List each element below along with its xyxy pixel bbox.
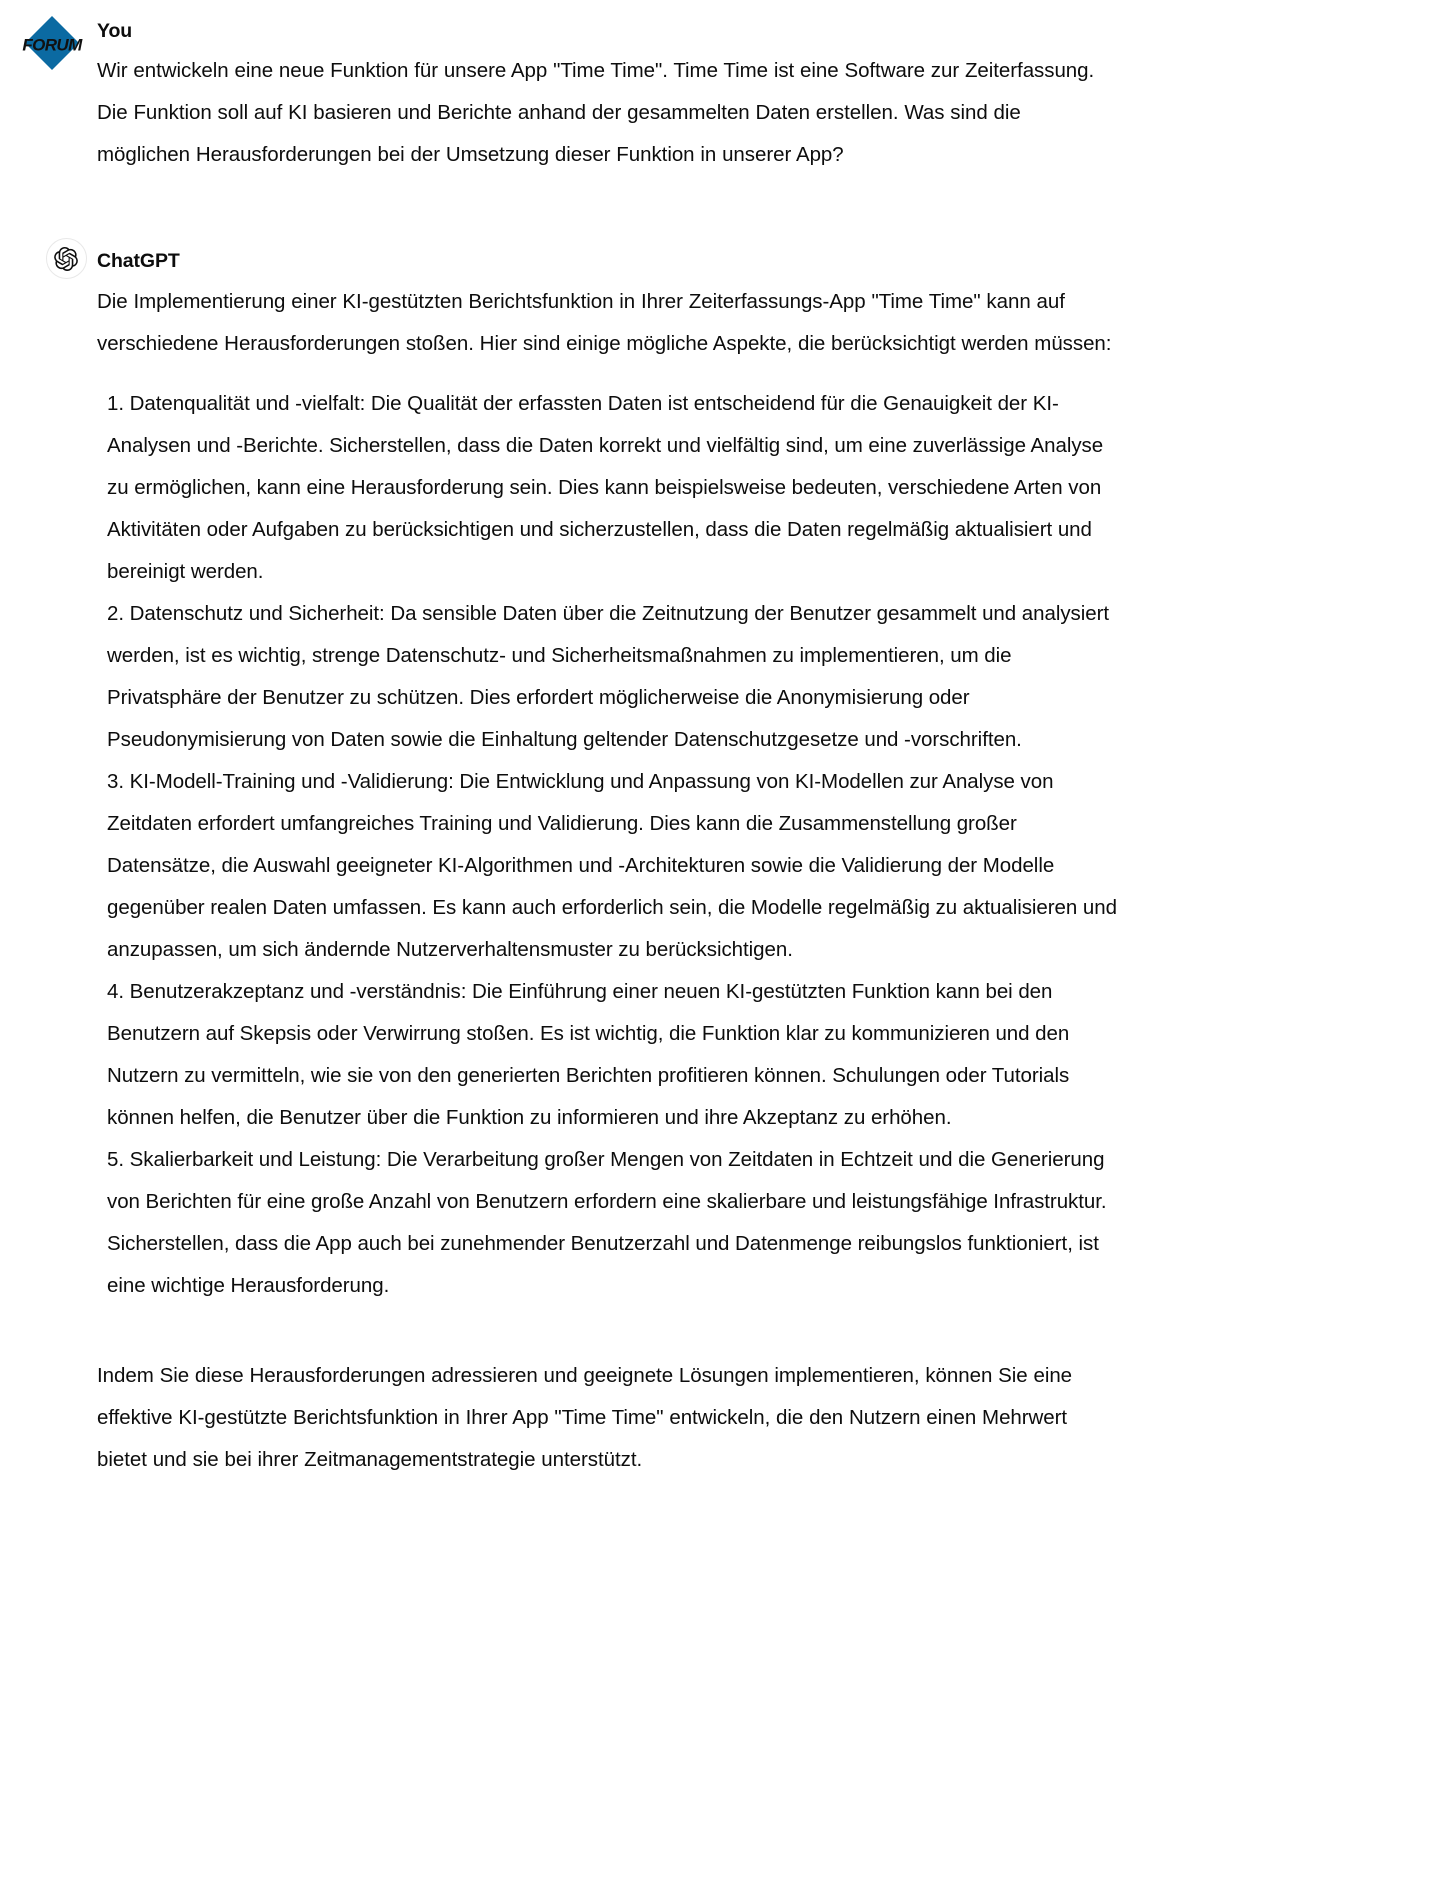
user-speaker-label: You [97, 20, 133, 42]
svg-text:FORUM: FORUM [22, 35, 82, 55]
list-item: 5. Skalierbarkeit und Leistung: Die Verarbeitung großer Mengen von Zeitdaten in Echtzeit und die Generierung von Berichten für eine große Anzahl von Benutzern erfordern eine skalierbare und leistungsfähige Infrastruktur. Sicherstellen, dass die App auch bei zunehmender Benutzerzahl und Datenmenge reibungslos funktioniert, ist eine wichtige Herausforderung. [107, 1147, 1107, 1297]
list-item: 2. Datenschutz und Sicherheit: Da sensible Daten über die Zeitnutzung der Benutzer gesammelt und analysiert werden, ist es wichtig, strenge Datenschutz- und Sicherheitsmaßnahmen zu implementieren, um die Privatsphäre der Benutzer zu schützen. Dies erfordert möglicherweise die Anonymisierung oder Pseudonymisierung von Daten sowie die Einhaltung geltender Datenschutzgesetze und -vorschriften. [107, 601, 1110, 751]
openai-logo-icon [46, 238, 87, 279]
user-message-body [97, 18, 1117, 176]
forum-diamond-logo-icon [21, 12, 83, 74]
assistant-message-body [97, 248, 1117, 1480]
assistant-intro-paragraph: Die Implementierung einer KI-gestützten Berichtsfunktion in Ihrer Zeiterfassungs-App "Time Time" kann auf verschiedene Herausforderungen stoßen. Hier sind einige mögliche Aspekte, die berücksichtigt werden müssen: [97, 289, 1112, 355]
list-item: 1. Datenqualität und -vielfalt: Die Qualität der erfassten Daten ist entscheidend für die Genauigkeit der KI-Analysen und -Berichte. Sicherstellen, dass die Daten korrekt und vielfältig sind, um eine zuverlässige Analyse zu ermöglichen, kann eine Herausforderung sein. Dies kann beispielsweise bedeuten, verschiedene Arten von Aktivitäten oder Aufgaben zu berücksichtigen und sicherzustellen, dass die Daten regelmäßig aktualisiert und bereinigt werden. [107, 391, 1104, 583]
challenges-list [97, 383, 1117, 1307]
user-message-text: Wir entwickeln eine neue Funktion für unsere App "Time Time". Time Time ist eine Software zur Zeiterfassung. Die Funktion soll auf KI basieren und Berichte anhand der gesammelten Daten erstellen. Was sind die möglichen Herausforderungen bei der Umsetzung dieser Funktion in unserer App? [97, 59, 1095, 167]
assistant-message-block [0, 176, 1445, 1480]
user-message-block [0, 0, 1445, 176]
assistant-closing-paragraph: Indem Sie diese Herausforderungen adressieren und geeignete Lösungen implementieren, können Sie eine effektive KI-gestützte Berichtsfunktion in Ihrer App "Time Time" entwickeln, die den Nutzern einen Mehrwert bietet und sie bei ihrer Zeitmanagementstrategie unterstützt. [97, 1363, 1073, 1471]
assistant-speaker-label: ChatGPT [97, 250, 180, 273]
list-item: 3. KI-Modell-Training und -Validierung: Die Entwicklung und Anpassung von KI-Modellen zur Analyse von Zeitdaten erfordert umfangreiches Training und Validierung. Dies kann die Zusammenstellung großer Datensätze, die Auswahl geeigneter KI-Algorithmen und -Architekturen sowie die Validierung der Modelle gegenüber realen Daten umfassen. Es kann auch erforderlich sein, die Modelle regelmäßig zu aktualisieren und anzupassen, um sich ändernde Nutzerverhaltensmuster zu berücksichtigen. [107, 769, 1117, 961]
assistant-avatar [44, 238, 88, 282]
user-avatar [20, 12, 84, 76]
list-item: 4. Benutzerakzeptanz und -verständnis: Die Einführung einer neuen KI-gestützten Funktion kann bei den Benutzern auf Skepsis oder Verwirrung stoßen. Es ist wichtig, die Funktion klar zu kommunizieren und den Nutzern zu vermitteln, wie sie von den generierten Berichten profitieren können. Schulungen oder Tutorials können helfen, die Benutzer über die Funktion zu informieren und ihre Akzeptanz zu erhöhen. [107, 979, 1070, 1129]
